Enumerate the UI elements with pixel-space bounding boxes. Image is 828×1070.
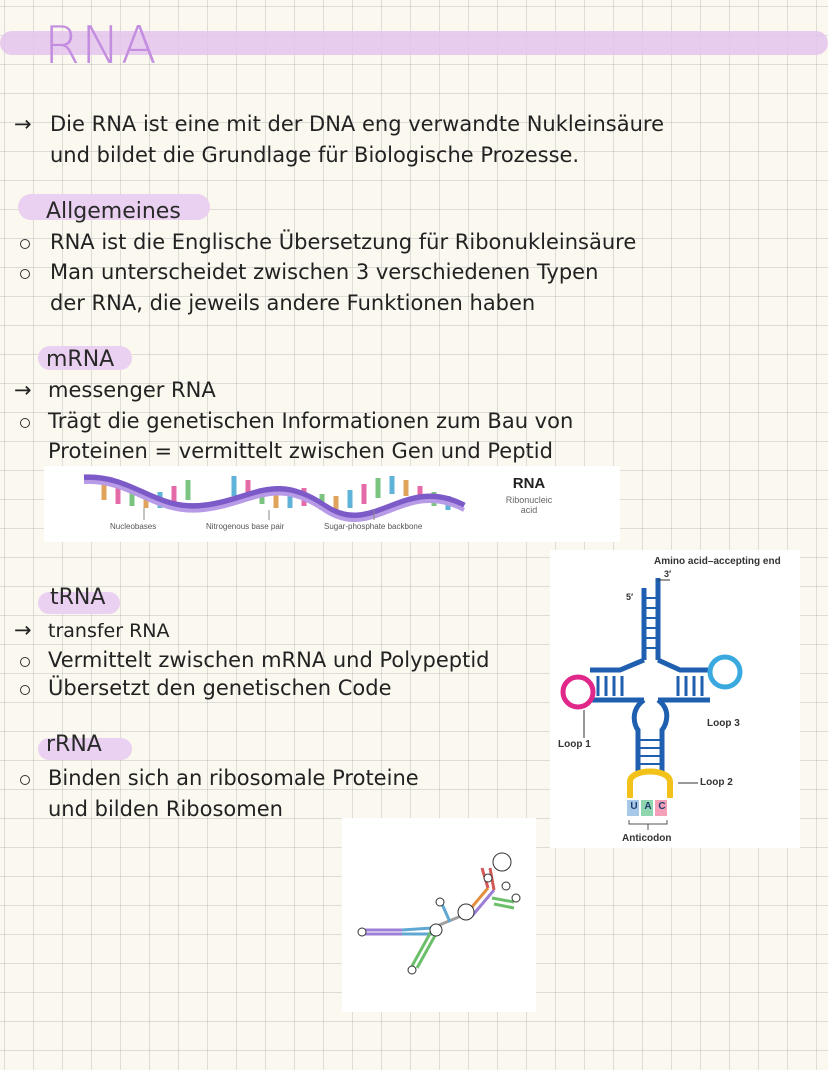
rna-helix-figure <box>44 466 620 542</box>
arrow-icon: → <box>14 378 32 402</box>
trna-bullet-2: Übersetzt den genetischen Code <box>48 676 392 700</box>
label-loop-2: Loop 2 <box>700 777 733 788</box>
label-5-prime: 5′ <box>626 592 634 602</box>
allgemeines-heading: Allgemeines <box>46 199 181 224</box>
codon-u: U <box>630 801 638 812</box>
rrna-heading: rRNA <box>46 732 102 757</box>
arrow-icon: → <box>14 618 32 642</box>
allgemeines-bullet-2-line-2: der RNA, die jeweils andere Funktionen haben <box>50 291 536 315</box>
rrna-bullet-line-2: und bilden Ribosomen <box>48 797 283 821</box>
rna-figure-subtitle-2: acid <box>520 505 538 515</box>
label-backbone: Sugar-phosphate backbone <box>324 522 423 531</box>
rrna-bullet-line-1: Binden sich an ribosomale Proteine <box>48 766 419 790</box>
rrna-structure-illustration <box>342 818 536 1012</box>
trna-arrow-text: transfer RNA <box>48 620 170 642</box>
trna-heading: tRNA <box>50 585 106 610</box>
label-amino-acid-end: Amino acid–accepting end <box>654 556 781 567</box>
bullet-icon <box>20 775 30 785</box>
bullet-icon <box>20 418 30 428</box>
mrna-bullet-line-2: Proteinen = vermittelt zwischen Gen und Peptid <box>48 439 553 463</box>
rna-figure-subtitle-1: Ribonucleic <box>505 495 553 505</box>
codon-a: A <box>644 801 652 812</box>
codon-c: C <box>658 801 666 812</box>
mrna-arrow-text: messenger RNA <box>48 378 216 402</box>
mrna-bullet-line-1: Trägt die genetischen Informationen zum Bau von <box>48 409 574 433</box>
label-loop-1: Loop 1 <box>558 739 591 750</box>
page-title: RNA <box>44 16 158 76</box>
label-nucleobases: Nucleobases <box>110 522 157 531</box>
allgemeines-bullet-2-line-1: Man unterscheidet zwischen 3 verschiedenen Typen <box>50 260 599 284</box>
mrna-heading: mRNA <box>46 347 115 372</box>
label-base-pair: Nitrogenous base pair <box>206 522 285 531</box>
rrna-figure <box>342 818 536 1012</box>
bullet-icon <box>20 239 30 249</box>
label-3-prime: 3′ <box>664 569 672 579</box>
trna-bullet-1: Vermittelt zwischen mRNA und Polypeptid <box>48 648 490 672</box>
bullet-icon <box>20 685 30 695</box>
trna-figure <box>550 550 800 848</box>
bullet-icon <box>20 657 30 667</box>
arrow-icon: → <box>14 112 32 136</box>
allgemeines-bullet-1: RNA ist die Englische Übersetzung für Ribonukleinsäure <box>50 230 637 254</box>
bullet-icon <box>20 269 30 279</box>
label-anticodon: Anticodon <box>622 833 672 844</box>
rna-figure-title: RNA <box>512 475 546 492</box>
trna-cloverleaf-illustration <box>550 550 800 848</box>
label-loop-3: Loop 3 <box>707 718 740 729</box>
intro-line-1: Die RNA ist eine mit der DNA eng verwandte Nukleinsäure <box>50 112 664 136</box>
intro-line-2: und bildet die Grundlage für Biologische Prozesse. <box>50 143 580 167</box>
